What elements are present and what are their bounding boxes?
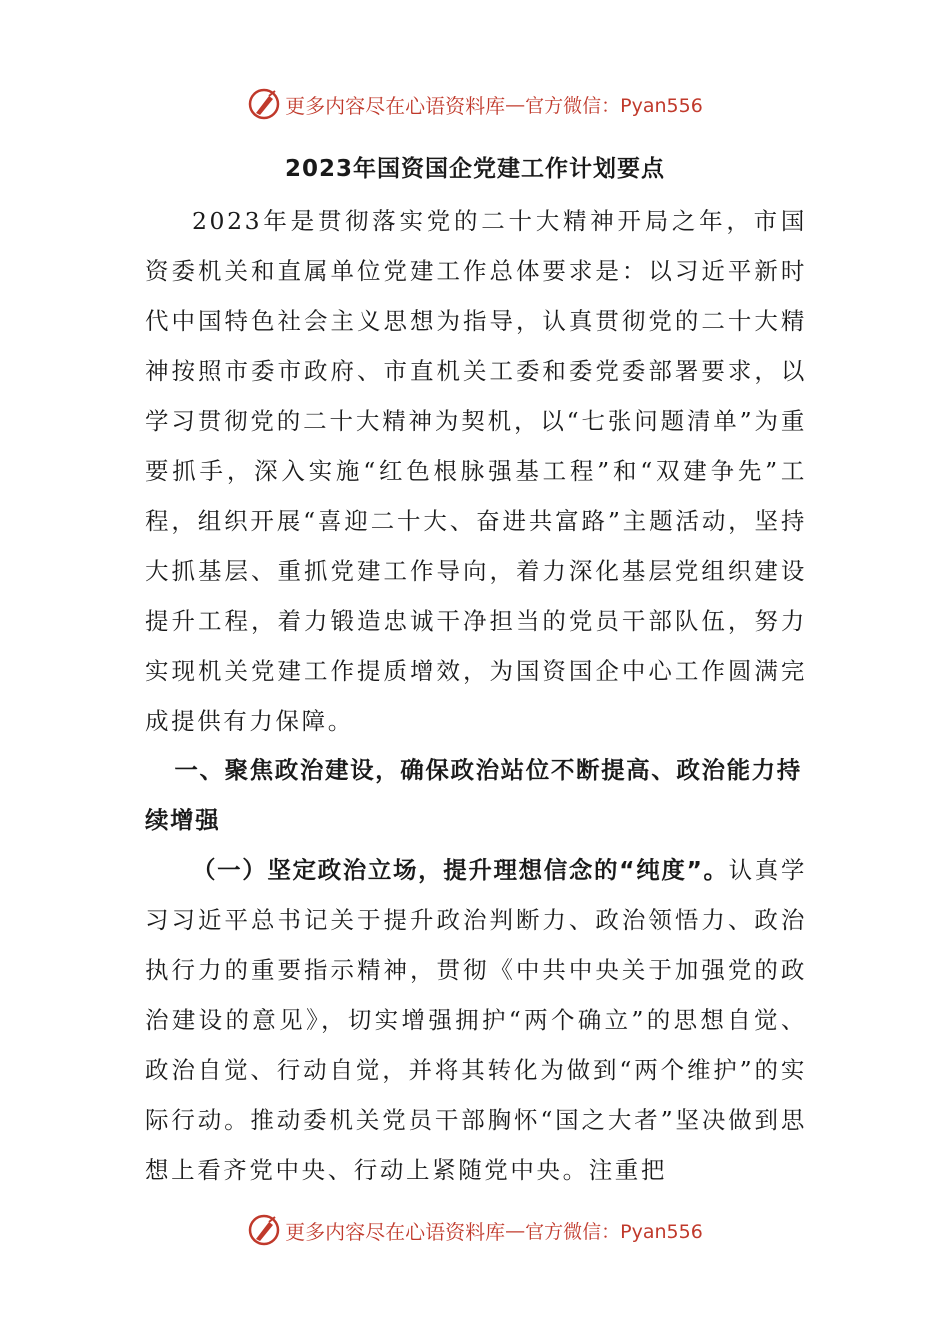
watermark-contact: 官方微信：Pyan556	[525, 1220, 703, 1243]
watermark-dash: —	[505, 1218, 526, 1242]
watermark-banner-bottom	[0, 1210, 950, 1250]
section-1-paragraph	[145, 845, 807, 1195]
watermark-contact: 官方微信：Pyan556	[525, 94, 703, 117]
sub-heading-1: （一）坚定政治立场，提升理想信念的“纯度”。	[192, 856, 729, 884]
intro-paragraph: 2023年是贯彻落实党的二十大精神开局之年，市国资委机关和直属单位党建工作总体要求是：以习近平新时代中国特色社会主义思想为指导，认真贯彻党的二十大精神按照市委市政府、市直机关工委和委党委部署要求，以学习贯彻党的二十大精神为契机，以“七张问题清单”为重要抓手，深入实施“红色根脉强基工程”和“双建争先”工程，组织开展“喜迎二十大、奋进共富路”主题活动，坚持大抓基层、重抓党建工作导向，着力深化基层党组织建设提升工程，着力锻造忠诚干净担当的党员干部队伍，努力实现机关党建工作提质增效，为国资国企中心工作圆满完成提供有力保障。	[145, 207, 807, 735]
quill-pen-logo-icon	[247, 1213, 281, 1247]
sub-heading-1-text: 认真学习习近平总书记关于提升政治判断力、政治领悟力、政治执行力的重要指示精神，贯彻《中共中央关于加强党的政治建设的意见》，切实增强拥护“两个确立”的思想自觉、政治自觉、行动自觉，并将其转化为做到“两个维护”的实际行动。推动委机关党员干部胸怀“国之大者”坚决做到思想上看齐党中央、行动上紧随党中央。注重把	[145, 856, 807, 1184]
section-1-block	[145, 845, 807, 1195]
watermark-banner-top	[0, 84, 950, 124]
quill-pen-logo-icon	[247, 87, 281, 121]
watermark-dash: —	[505, 92, 526, 116]
watermark-text: 更多内容尽在心语资料库	[285, 93, 506, 118]
section-1-heading: 一、聚焦政治建设，确保政治站位不断提高、政治能力持续增强	[145, 756, 802, 834]
document-title: 2023年国资国企党建工作计划要点	[284, 156, 665, 182]
intro-block	[145, 196, 807, 746]
watermark-text: 更多内容尽在心语资料库	[285, 1219, 506, 1244]
